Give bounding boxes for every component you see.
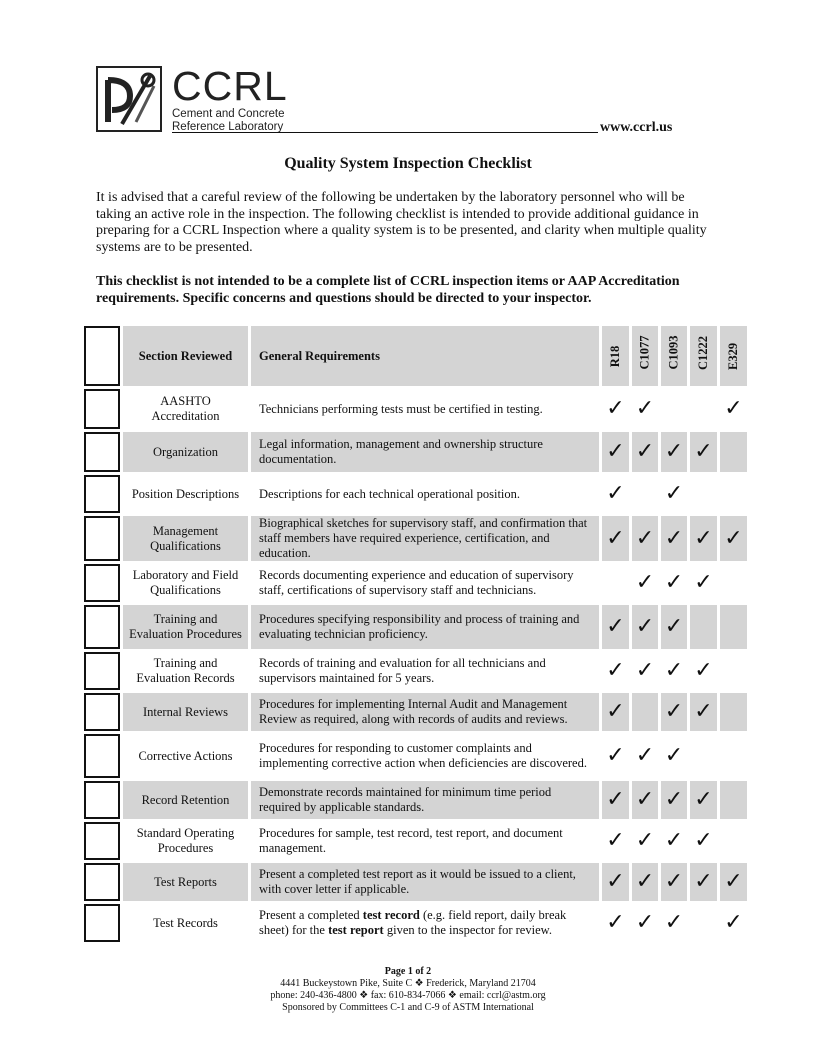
col-header-section: Section Reviewed (120, 326, 248, 386)
check-cell-e329 (717, 781, 747, 819)
checkmark-icon: ✓ (606, 828, 625, 853)
requirement-emphasis: test record (362, 908, 420, 922)
footer-address: 4441 Buckeystown Pike, Suite C ❖ Frederick, Maryland 21704 (280, 978, 536, 989)
checkmark-icon: ✓ (694, 869, 713, 894)
col-header-r18 (599, 326, 629, 386)
requirement-cell: Procedures for implementing Internal Audit and Management Review as required, along with records of audits and reviews. (248, 693, 599, 731)
check-cell-e329 (717, 605, 747, 649)
checkmark-icon: ✓ (664, 439, 684, 464)
checkmark-icon: ✓ (664, 481, 684, 506)
row-checkbox[interactable] (84, 605, 120, 649)
checkmark-icon: ✓ (635, 439, 655, 464)
check-cell-c1093 (658, 432, 687, 472)
row-checkbox[interactable] (84, 822, 120, 860)
check-cell-c1093 (658, 693, 687, 731)
requirement-cell: Descriptions for each technical operational position. (248, 475, 599, 513)
checkmark-icon: ✓ (606, 658, 625, 683)
section-cell: Laboratory and Field Qualifications (120, 564, 248, 602)
checkmark-icon: ✓ (664, 699, 684, 724)
section-cell: Training and Evaluation Procedures (120, 605, 248, 649)
check-cell-c1077 (629, 652, 658, 690)
col-header-e329 (717, 326, 747, 386)
checkmark-icon: ✓ (664, 910, 684, 935)
check-cell-c1077 (629, 605, 658, 649)
section-cell: Position Descriptions (120, 475, 248, 513)
check-cell-r18 (599, 564, 629, 602)
check-cell-c1077 (629, 389, 658, 429)
checkmark-icon: ✓ (664, 828, 684, 853)
table-row (84, 734, 747, 778)
requirement-emphasis: test report (328, 923, 384, 937)
requirement-cell: Records of training and evaluation for all technicians and supervisors maintained for 5 years. (248, 652, 599, 690)
row-checkbox[interactable] (84, 389, 120, 429)
check-cell-r18 (599, 781, 629, 819)
std-label: C1222 (696, 335, 710, 370)
ccrl-logo-mark (96, 66, 162, 132)
check-cell-c1093 (658, 605, 687, 649)
requirement-cell: Demonstrate records maintained for minimum time period required by applicable standards. (248, 781, 599, 819)
row-checkbox[interactable] (84, 564, 120, 602)
check-cell-r18 (599, 734, 629, 778)
row-checkbox[interactable] (84, 781, 120, 819)
table-row (84, 693, 747, 731)
check-cell-c1222 (687, 389, 717, 429)
table-row (84, 605, 747, 649)
row-checkbox[interactable] (84, 904, 120, 942)
checkmark-icon: ✓ (694, 699, 713, 724)
check-cell-c1222 (687, 432, 717, 472)
checkmark-icon: ✓ (664, 787, 684, 812)
check-cell-e329 (717, 432, 747, 472)
check-cell-r18 (599, 432, 629, 472)
table-row (84, 863, 747, 901)
check-cell-c1222 (687, 822, 717, 860)
checkmark-icon: ✓ (664, 614, 684, 639)
check-cell-c1093 (658, 904, 687, 942)
requirement-cell: Procedures for sample, test record, test report, and document management. (248, 822, 599, 860)
checkmark-icon: ✓ (606, 614, 625, 639)
checkmark-icon: ✓ (635, 869, 655, 894)
checkmark-icon: ✓ (606, 787, 625, 812)
checkmark-icon: ✓ (724, 910, 743, 935)
check-cell-e329 (717, 693, 747, 731)
page-title: Quality System Inspection Checklist (284, 155, 532, 172)
check-cell-c1077 (629, 734, 658, 778)
check-cell-r18 (599, 389, 629, 429)
row-checkbox[interactable] (84, 863, 120, 901)
row-checkbox[interactable] (84, 693, 120, 731)
checkmark-icon: ✓ (694, 525, 713, 551)
section-cell: Test Records (120, 904, 248, 942)
header-checkbox-cell (84, 326, 120, 386)
checkmark-icon: ✓ (606, 439, 625, 464)
requirement-cell: Records documenting experience and education of supervisory staff, certifications of supervisory staff and technicians. (248, 564, 599, 602)
checkmark-icon: ✓ (724, 869, 743, 894)
checkmark-icon: ✓ (694, 439, 713, 464)
std-label: C1093 (666, 334, 681, 369)
table-row (84, 781, 747, 819)
section-cell: Organization (120, 432, 248, 472)
checkmark-icon: ✓ (635, 743, 655, 768)
check-cell-c1077 (629, 432, 658, 472)
std-label: C1077 (637, 334, 652, 369)
requirement-cell: Procedures specifying responsibility and process of training and evaluating technician proficiency. (248, 605, 599, 649)
brand-subtitle-1: Cement and Concrete (172, 108, 285, 120)
check-cell-e329 (717, 475, 747, 513)
footer-contact: phone: 240-436-4800 ❖ fax: 610-834-7066 ❖ email: ccrl@astm.org (270, 990, 546, 1001)
table-row (84, 389, 747, 429)
section-cell: AASHTO Accreditation (120, 389, 248, 429)
requirement-cell (248, 904, 599, 942)
check-cell-e329 (717, 564, 747, 602)
check-cell-e329 (717, 516, 747, 561)
check-cell-c1077 (629, 564, 658, 602)
check-cell-c1093 (658, 516, 687, 561)
table-row (84, 652, 747, 690)
checkmark-icon: ✓ (635, 658, 655, 683)
check-cell-e329 (717, 822, 747, 860)
website-url[interactable]: www.ccrl.us (600, 120, 673, 135)
check-cell-c1077 (629, 781, 658, 819)
checkmark-icon: ✓ (606, 396, 625, 421)
check-cell-r18 (599, 475, 629, 513)
requirement-cell: Legal information, management and ownership structure documentation. (248, 432, 599, 472)
checkmark-icon: ✓ (694, 787, 713, 812)
check-cell-c1222 (687, 693, 717, 731)
checkmark-icon: ✓ (606, 699, 625, 724)
header-rule (172, 132, 598, 133)
section-cell: Standard Operating Procedures (120, 822, 248, 860)
checkmark-icon: ✓ (724, 525, 743, 551)
check-cell-c1222 (687, 564, 717, 602)
brand-name: CCRL (172, 63, 288, 109)
brand-block (172, 64, 288, 134)
table-row (84, 475, 747, 513)
check-cell-r18 (599, 652, 629, 690)
check-cell-c1093 (658, 389, 687, 429)
section-cell: Management Qualifications (120, 516, 248, 561)
notice-paragraph: This checklist is not intended to be a complete list of CCRL inspection items or AAP Accreditation requirements. Specific concerns and questions should be directed to your inspector. (96, 274, 680, 306)
section-cell: Corrective Actions (120, 734, 248, 778)
requirement-cell: Biographical sketches for supervisory staff, and confirmation that staff members have required experience, certification, and education. (248, 516, 599, 561)
check-cell-c1077 (629, 475, 658, 513)
checkmark-icon: ✓ (694, 570, 713, 595)
col-header-c1077 (629, 326, 658, 386)
check-cell-e329 (717, 652, 747, 690)
check-cell-c1093 (658, 781, 687, 819)
checkmark-icon: ✓ (664, 869, 684, 894)
col-header-c1093 (658, 326, 687, 386)
page-number: Page 1 of 2 (384, 966, 432, 977)
check-cell-c1222 (687, 863, 717, 901)
checkmark-icon: ✓ (606, 525, 625, 551)
footer-sponsor: Sponsored by Committees C-1 and C-9 of ASTM International (282, 1002, 534, 1013)
checkmark-icon: ✓ (606, 910, 625, 935)
table-row (84, 564, 747, 602)
check-cell-e329 (717, 389, 747, 429)
std-label: E329 (726, 342, 740, 370)
check-cell-r18 (599, 904, 629, 942)
checklist-table (84, 323, 747, 945)
check-cell-c1222 (687, 516, 717, 561)
requirement-cell: Present a completed test report as it would be issued to a client, with cover letter if applicable. (248, 863, 599, 901)
check-cell-r18 (599, 605, 629, 649)
section-cell: Record Retention (120, 781, 248, 819)
intro-paragraph: It is advised that a careful review of the following be undertaken by the laboratory personnel who will be taking an active role in the inspection. The following checklist is intended to provide additional guidance in preparing for a CCRL Inspection where a quality system is to be presented, and clarity when multiple quality systems are to be presented. (96, 190, 707, 255)
checkmark-icon: ✓ (635, 525, 655, 551)
check-cell-c1093 (658, 863, 687, 901)
brand-subtitle-2: Reference Laboratory (172, 121, 284, 133)
checkmark-icon: ✓ (635, 828, 655, 853)
std-label: R18 (608, 345, 622, 367)
checkmark-icon: ✓ (724, 396, 743, 421)
check-cell-r18 (599, 693, 629, 731)
table-row (84, 904, 747, 942)
checkmark-icon: ✓ (664, 570, 684, 595)
checkmark-icon: ✓ (606, 481, 625, 506)
check-cell-c1222 (687, 652, 717, 690)
check-cell-e329 (717, 863, 747, 901)
checkmark-icon: ✓ (664, 525, 684, 551)
checkmark-icon: ✓ (606, 743, 625, 768)
checkmark-icon: ✓ (664, 658, 684, 683)
footer (0, 966, 816, 1014)
check-cell-c1077 (629, 904, 658, 942)
checkmark-icon: ✓ (694, 658, 713, 683)
check-cell-c1222 (687, 904, 717, 942)
check-cell-c1222 (687, 605, 717, 649)
col-header-c1222 (687, 326, 717, 386)
section-cell: Training and Evaluation Records (120, 652, 248, 690)
requirement-text: (e.g. field report, daily break sheet) for the (259, 908, 567, 937)
check-cell-r18 (599, 863, 629, 901)
check-cell-c1222 (687, 734, 717, 778)
check-cell-c1077 (629, 693, 658, 731)
table-row (84, 432, 747, 472)
requirement-text: given to the inspector for review. (383, 923, 552, 937)
checkmark-icon: ✓ (635, 396, 655, 421)
checkmark-icon: ✓ (606, 869, 625, 894)
check-cell-c1077 (629, 863, 658, 901)
row-checkbox[interactable] (84, 652, 120, 690)
table-header-row (84, 326, 747, 386)
requirement-cell: Procedures for responding to customer complaints and implementing corrective action when deficiencies are discovered. (248, 734, 599, 778)
check-cell-c1222 (687, 475, 717, 513)
checkmark-icon: ✓ (635, 570, 655, 595)
check-cell-c1093 (658, 564, 687, 602)
check-cell-c1222 (687, 781, 717, 819)
table-row (84, 516, 747, 561)
section-cell: Test Reports (120, 863, 248, 901)
check-cell-c1093 (658, 652, 687, 690)
requirement-text: Present a completed (259, 908, 363, 922)
table-row (84, 822, 747, 860)
checkmark-icon: ✓ (635, 787, 655, 812)
checkmark-icon: ✓ (635, 910, 655, 935)
check-cell-e329 (717, 904, 747, 942)
checkmark-icon: ✓ (664, 743, 684, 768)
col-header-requirements: General Requirements (248, 326, 599, 386)
check-cell-e329 (717, 734, 747, 778)
row-checkbox[interactable] (84, 734, 120, 778)
check-cell-c1077 (629, 516, 658, 561)
check-cell-r18 (599, 822, 629, 860)
checkmark-icon: ✓ (694, 828, 713, 853)
row-checkbox[interactable] (84, 475, 120, 513)
check-cell-c1093 (658, 822, 687, 860)
checkmark-icon: ✓ (635, 614, 655, 639)
section-cell: Internal Reviews (120, 693, 248, 731)
check-cell-c1093 (658, 475, 687, 513)
check-cell-r18 (599, 516, 629, 561)
row-checkbox[interactable] (84, 432, 120, 472)
check-cell-c1077 (629, 822, 658, 860)
row-checkbox[interactable] (84, 516, 120, 561)
requirement-cell: Technicians performing tests must be certified in testing. (248, 389, 599, 429)
check-cell-c1093 (658, 734, 687, 778)
